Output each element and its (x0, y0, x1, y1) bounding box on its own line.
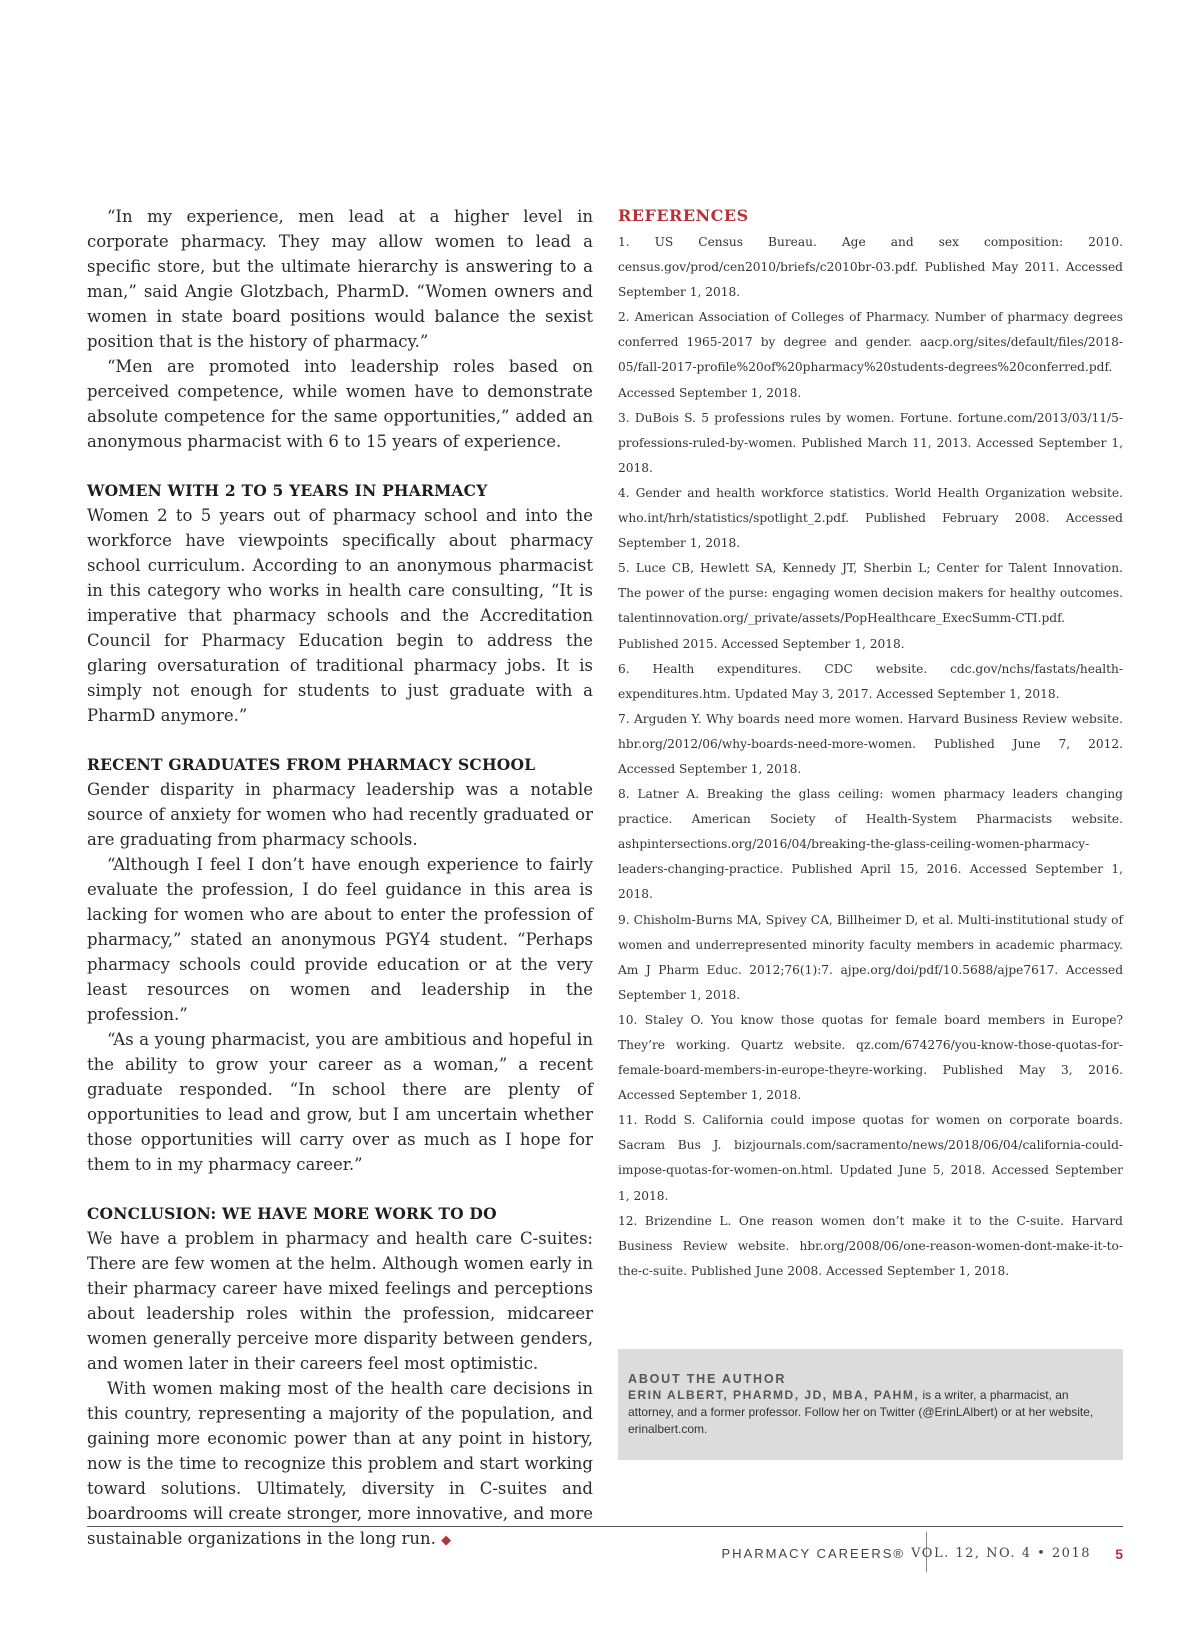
article-paragraph: “As a young pharmacist, you are ambitious and hopeful in the ability to grow your career as a woman,” a recent graduate responded. “In school there are plenty of opportunities to lead and grow, but I am uncertain whether those opportunities will carry over as much as I hope for them to in my pharmacy career.” (87, 1030, 593, 1174)
reference-item: 12. Brizendine L. One reason women don’t make it to the C-suite. Harvard Business Review website. hbr.org/2008/06/one-reason-women-dont-make-it-to-the-c-suite. Published June 2008. Accessed September 1, 2018. (618, 1213, 1123, 1278)
section-heading: WOMEN WITH 2 TO 5 YEARS IN PHARMACY (87, 481, 488, 500)
article-paragraph: “Men are promoted into leadership roles based on perceived competence, while women have to demonstrate absolute competence for the same opportunities,” added an anonymous pharmacist with 6 to 15 years of experience. (87, 357, 593, 451)
issue-info: VOL. 12, NO. 4 • 2018 (911, 1546, 1091, 1561)
about-author-text (628, 1387, 1113, 1438)
end-mark-icon: ◆ (441, 1533, 452, 1548)
reference-item: 7. Arguden Y. Why boards need more women. Harvard Business Review website. hbr.org/2012/06/why-boards-need-more-women. Published June 7, 2012. Accessed September 1, 2018. (618, 711, 1123, 776)
reference-item: 3. DuBois S. 5 professions rules by women. Fortune. fortune.com/2013/03/11/5-professions-ruled-by-women. Published March 11, 2013. Accessed September 1, 2018. (618, 410, 1123, 475)
article-paragraph: We have a problem in pharmacy and health care C-suites: There are few women at the helm. Although women early in their pharmacy career have mixed feelings and perceptions about leadership roles within the profession, midcareer women generally perceive more disparity between genders, and women later in their careers feel most optimistic. (87, 1229, 593, 1373)
footer-divider (87, 1526, 1123, 1527)
section-heading: CONCLUSION: WE HAVE MORE WORK TO DO (87, 1204, 497, 1223)
references-heading: REFERENCES (618, 206, 749, 225)
reference-item: 5. Luce CB, Hewlett SA, Kennedy JT, Sherbin L; Center for Talent Innovation. The power of the purse: engaging women decision makers for healthy outcomes. talentinnovation.org/_private/assets/PopHealthcare_ExecSumm-CTI.pdf. Published 2015. Accessed September 1, 2018. (618, 561, 1123, 651)
references-section (618, 204, 1123, 1284)
reference-item: 11. Rodd S. California could impose quotas for women on corporate boards. Sacram Bus J. bizjournals.com/sacramento/news/2018/06/04/california-could-impose-quotas-for-women-on.html. Updated June 5, 2018. Accessed September 1, 2018. (618, 1113, 1123, 1203)
article-body (87, 204, 593, 1553)
page-number: 5 (1115, 1546, 1123, 1562)
article-paragraph: Women 2 to 5 years out of pharmacy school and into the workforce have viewpoints specifically about pharmacy school curriculum. According to an anonymous pharmacist in this category who works in health care consulting, “It is imperative that pharmacy schools and the Accreditation Council for Pharmacy Education begin to address the glaring oversaturation of traditional pharmacy jobs. It is simply not enough for students to just graduate with a PharmD anymore.” (87, 506, 593, 725)
reference-item: 9. Chisholm-Burns MA, Spivey CA, Billheimer D, et al. Multi-institutional study of women and underrepresented minority faculty members in academic pharmacy. Am J Pharm Educ. 2012;76(1):7. ajpe.org/doi/pdf/10.5688/ajpe7617. Accessed September 1, 2018. (618, 912, 1123, 1002)
author-bio: is a writer, a pharmacist, an attorney, and a former professor. Follow her on Twitter (@ErinLAlbert) or at her website, erinalbert.com. (628, 1388, 1094, 1436)
reference-item: 10. Staley O. You know those quotas for female board members in Europe? They’re working. Quartz website. qz.com/674276/you-know-those-quotas-for-female-board-members-in-europe-theyre-working. Published May 3, 2016. Accessed September 1, 2018. (618, 1012, 1123, 1103)
final-paragraph-text: With women making most of the health care decisions in this country, representing a majority of the population, and gaining more economic power than at any point in history, now is the time to recognize this problem and start working toward solutions. Ultimately, diversity in C-suites and boardrooms will create stronger, more innovative, and more sustainable organizations in the long run. (87, 1379, 593, 1548)
author-name: ERIN ALBERT, PHARMD, JD, MBA, PAHM, (628, 1388, 920, 1402)
reference-item: 2. American Association of Colleges of Pharmacy. Number of pharmacy degrees conferred 1965-2017 by degree and gender. aacp.org/sites/default/files/2018-05/fall-2017-profile%20of%20pharmacy%20students-degrees%20conferred.pdf. Accessed September 1, 2018. (618, 310, 1123, 400)
article-paragraph: Gender disparity in pharmacy leadership was a notable source of anxiety for women who had recently graduated or are graduating from pharmacy schools. (87, 780, 593, 849)
article-paragraph: “In my experience, men lead at a higher level in corporate pharmacy. They may allow women to lead a specific store, but the ultimate hierarchy is answering to a man,” said Angie Glotzbach, PharmD. “Women owners and women in state board positions would balance the sexist position that is the history of pharmacy.” (87, 207, 593, 351)
reference-item: 4. Gender and health workforce statistics. World Health Organization website. who.int/hrh/statistics/spotlight_2.pdf. Published February 2008. Accessed September 1, 2018. (618, 485, 1123, 551)
article-paragraph: “Although I feel I don’t have enough experience to fairly evaluate the profession, I do feel guidance in this area is lacking for women who are about to enter the profession of pharmacy,” stated an anonymous PGY4 student. “Perhaps pharmacy schools could provide education or at the very least resources on women and leadership in the profession.” (87, 855, 593, 1024)
references-list (618, 230, 1123, 1284)
reference-item: 6. Health expenditures. CDC website. cdc.gov/nchs/fastats/health-expenditures.htm. Updated May 3, 2017. Accessed September 1, 2018. (618, 661, 1123, 701)
about-author-title: ABOUT THE AUTHOR (628, 1372, 787, 1386)
page-footer (87, 1532, 1123, 1572)
section-heading: RECENT GRADUATES FROM PHARMACY SCHOOL (87, 755, 536, 774)
reference-item: 8. Latner A. Breaking the glass ceiling: women pharmacy leaders changing practice. American Society of Health-System Pharmacists website. ashpintersections.org/2016/04/breaking-the-glass-ceiling-women-pharmacy-leaders-changing-practice. Published April 15, 2016. Accessed September 1, 2018. (618, 787, 1123, 902)
reference-item: 1. US Census Bureau. Age and sex composition: 2010. census.gov/prod/cen2010/briefs/c2010br-03.pdf. Published May 2011. Accessed September 1, 2018. (618, 235, 1123, 300)
magazine-name: PHARMACY CAREERS® (721, 1546, 905, 1561)
about-author-box (618, 1349, 1123, 1460)
